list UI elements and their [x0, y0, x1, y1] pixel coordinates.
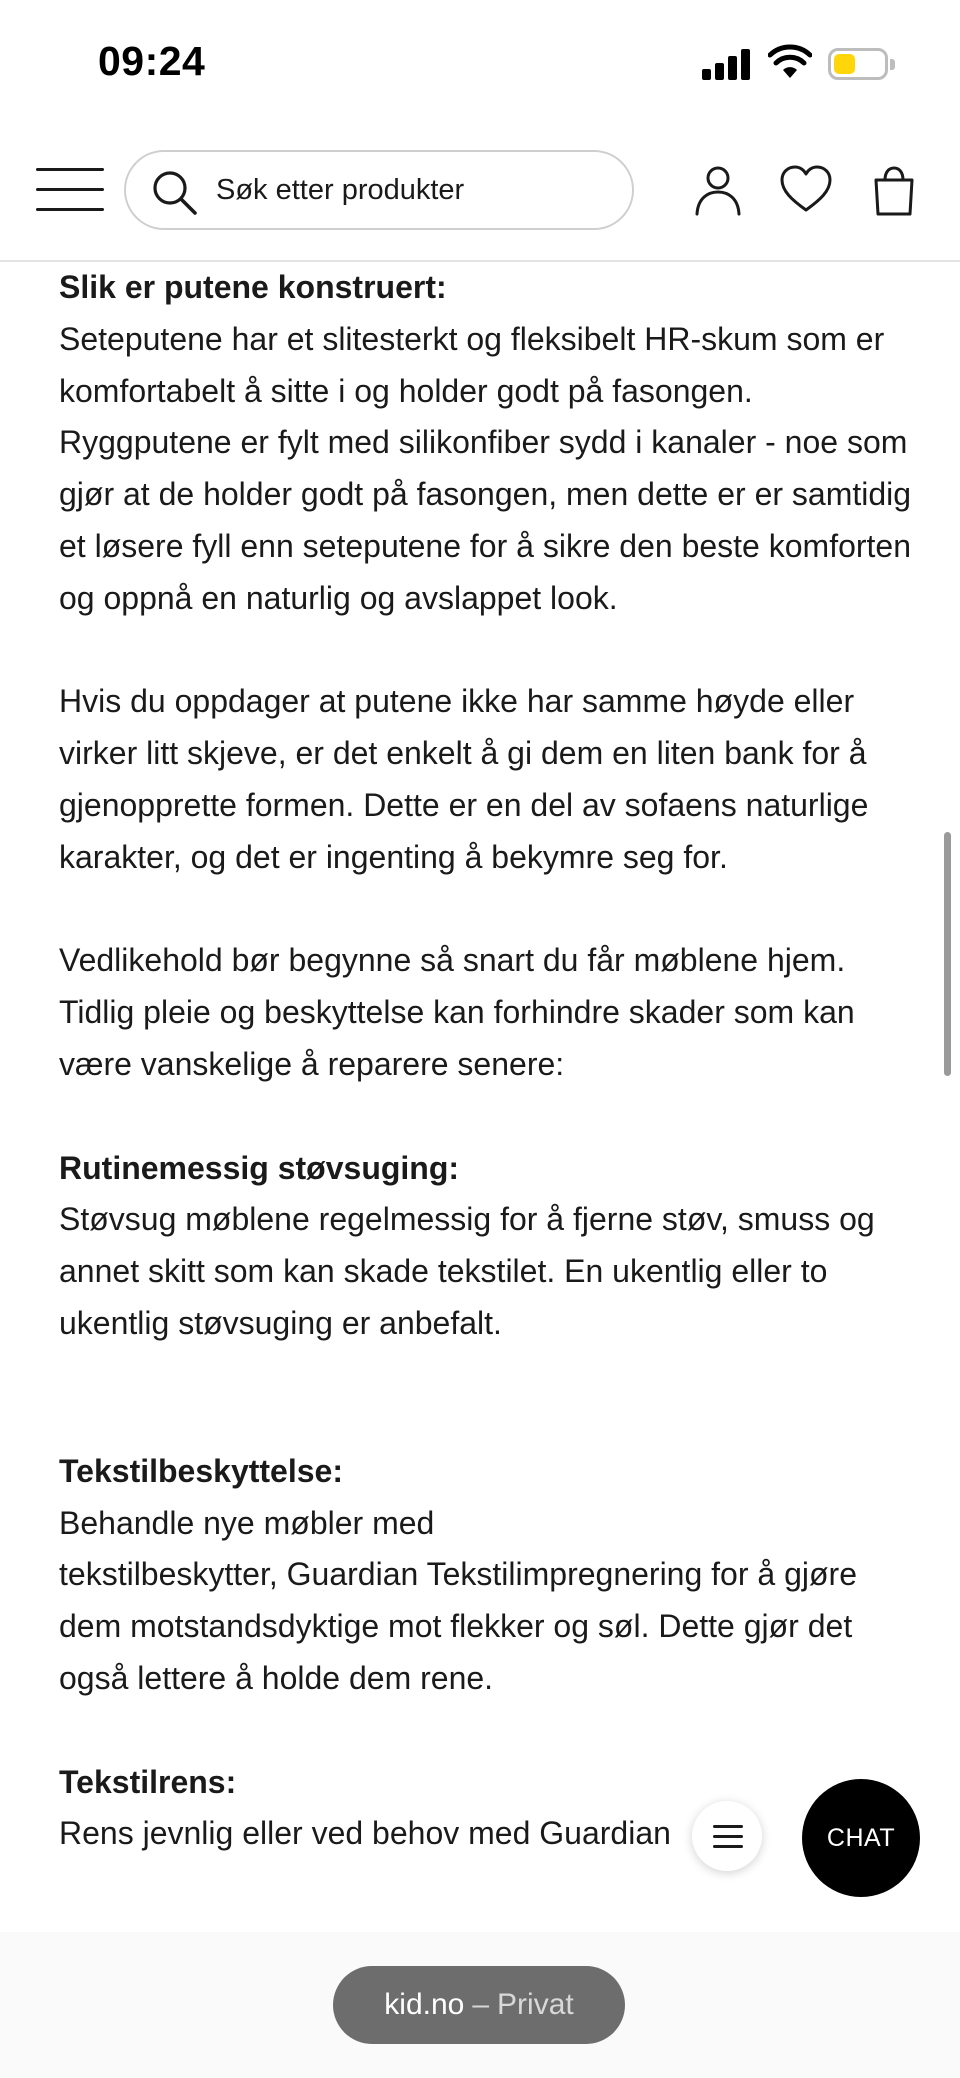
section-textile-protection	[59, 1446, 919, 1705]
section-cushion-shape	[59, 676, 919, 883]
private-mode-label: Privat	[497, 1988, 574, 2021]
search-bar[interactable]	[124, 150, 634, 230]
url-domain: kid.no	[384, 1988, 465, 2021]
menu-icon[interactable]	[36, 168, 104, 212]
site-header	[0, 130, 960, 262]
wifi-icon	[768, 44, 812, 80]
paragraph-construction: Seteputene har et slitesterkt og fleksibelt HR-skum som er komfortabelt å sitte i og holder godt på fasongen. Ryggputene er fylt med silikonfiber sydd i kanaler - noe som gjør at de holder godt på fasongen, men dette er er samtidig et løsere fyll enn seteputene for å sikre den beste komforten og oppnå en naturlig og avslappet look.	[59, 320, 912, 616]
paragraph-cushion-shape: Hvis du oppdager at putene ikke har samme høyde eller virker litt skjeve, er det enkelt å gi dem en liten bank for å gjenopprette formen. Dette er en del av sofaens naturlige karakter, og det er ingenting å bekymre seg for.	[59, 683, 869, 875]
status-time: 09:24	[98, 38, 206, 84]
chat-button[interactable]: CHAT	[802, 1779, 920, 1897]
paragraph-textile-protection-line1: Behandle nye møbler med	[59, 1504, 435, 1541]
paragraph-vacuuming: Støvsug møblene regelmessig for å fjerne støv, smuss og annet skitt som kan skade tekstilet. En ukentlig eller to ukentlig støvsuging er anbefalt.	[59, 1201, 875, 1341]
floating-menu-button[interactable]	[692, 1801, 762, 1871]
status-bar	[0, 0, 960, 130]
shopping-bag-icon[interactable]	[866, 162, 922, 218]
battery-icon	[828, 48, 888, 80]
heading-construction: Slik er putene konstruert:	[59, 269, 447, 305]
search-icon	[150, 168, 200, 218]
paragraph-maintenance: Vedlikehold bør begynne så snart du får møblene hjem. Tidlig pleie og beskyttelse kan forhindre skader som kan være vanskelige å reparere senere:	[59, 942, 855, 1082]
paragraph-textile-cleaning: Rens jevnlig eller ved behov med Guardian	[59, 1815, 671, 1852]
heading-textile-cleaning: Tekstilrens:	[59, 1763, 237, 1800]
url-bar[interactable]	[333, 1966, 625, 2044]
section-maintenance	[59, 935, 919, 1090]
wishlist-heart-icon[interactable]	[778, 162, 834, 218]
scrollbar[interactable]	[944, 832, 951, 1076]
paragraph-textile-protection: tekstilbeskytter, Guardian Tekstilimpregnering for å gjøre dem motstandsdyktige mot flekker og søl. Dette gjør det også lettere å holde dem rene.	[59, 1556, 857, 1696]
section-textile-cleaning	[59, 1757, 919, 1861]
heading-textile-protection: Tekstilbeskyttelse:	[59, 1452, 343, 1489]
section-construction	[59, 262, 919, 625]
url-separator: –	[472, 1988, 490, 2021]
heading-vacuuming: Rutinemessig støvsuging:	[59, 1149, 460, 1186]
user-account-icon[interactable]	[690, 162, 746, 218]
search-input[interactable]	[216, 152, 616, 228]
section-vacuuming	[59, 1143, 919, 1350]
cellular-signal-icon	[702, 48, 750, 80]
product-care-text	[59, 262, 919, 1932]
